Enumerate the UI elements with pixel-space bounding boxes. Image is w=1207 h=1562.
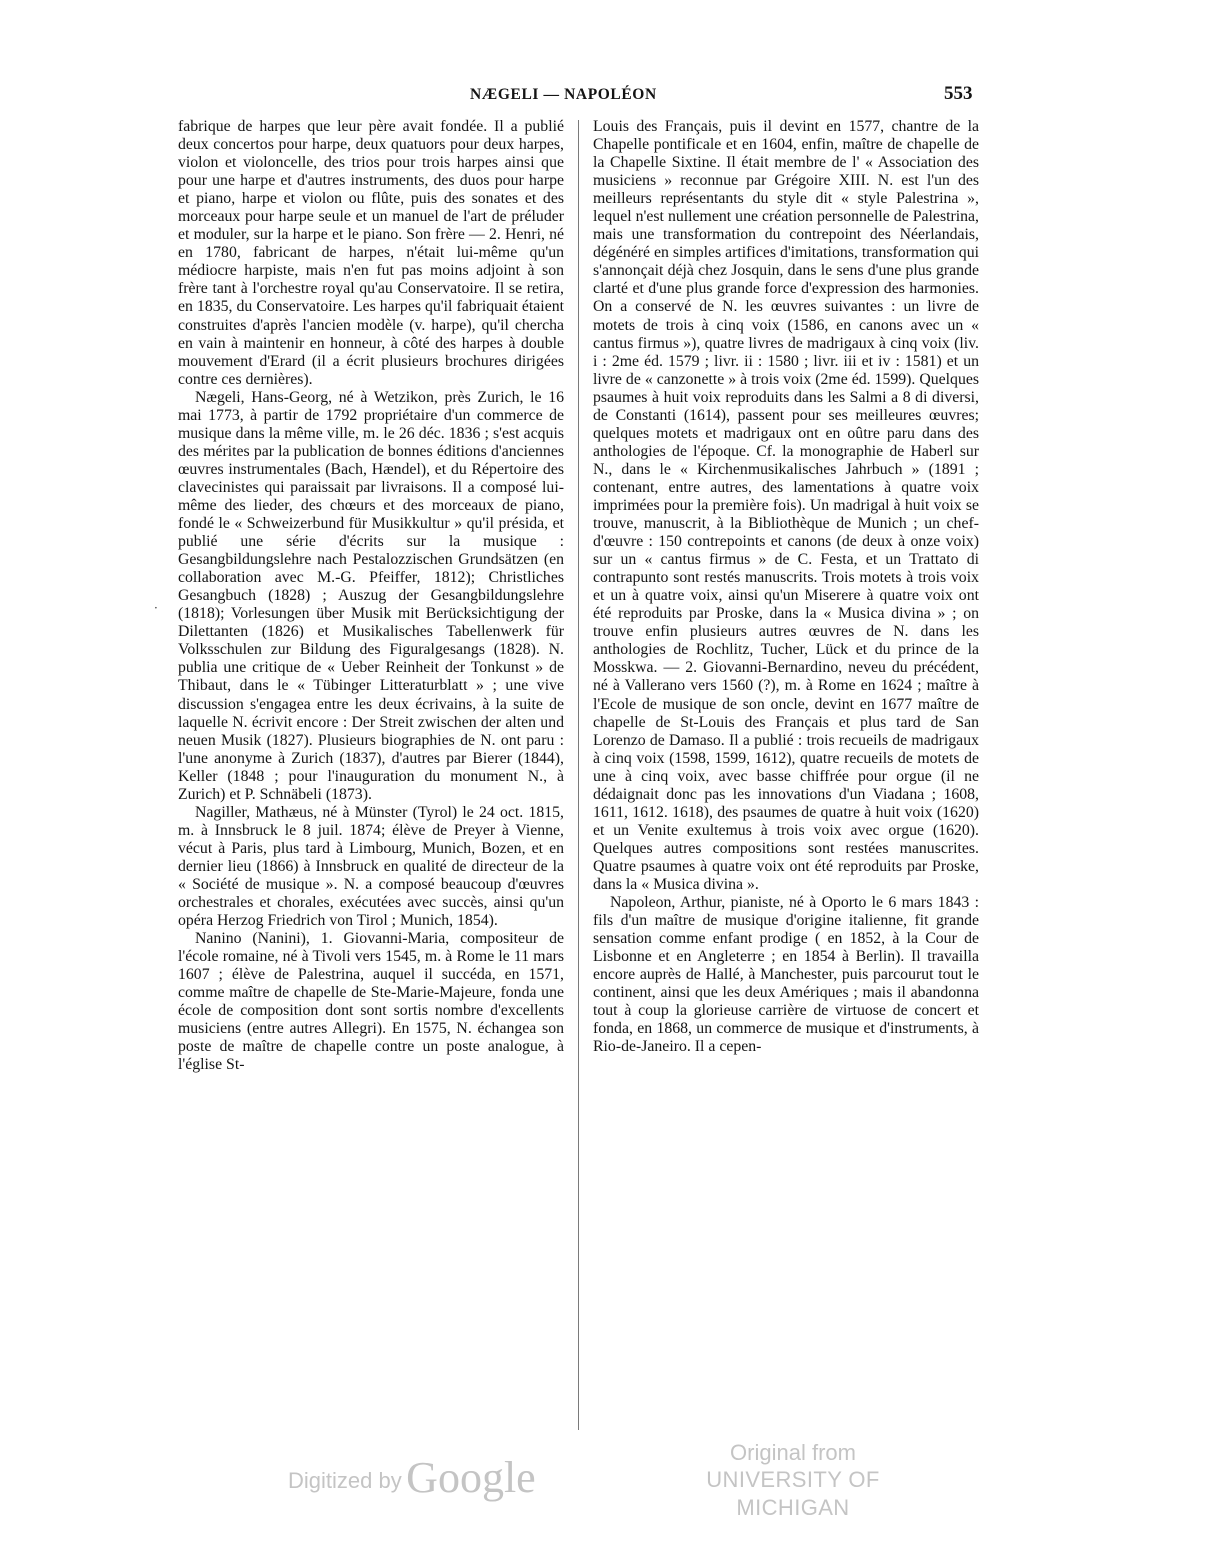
footer-watermark [0,1440,1207,1520]
stray-dot: · [154,601,158,615]
institution-label: UNIVERSITY OF MICHIGAN [706,1467,880,1520]
paragraph-nanino-continuation: Louis des Français, puis il devint en 1577, chantre de la Chapelle pontificale et en 1604, enfin, maître de chapelle de la Chapelle Sixtine. Il était membre de l' « Association des musiciens » reconnue par Grégoire XIII. N. est l'un des meilleurs représentants du style dit « style Palestrina », lequel n'est nullement une création personnelle de Palestrina, mais une transformation du contrepoint des Néerlandais, dégénéré en simples artifices d'imitations, transformation qui s'annonçait déjà chez Josquin, dans le sens d'une plus grande clarté et d'une plus grande force d'expression des harmonies. On a conservé de N. les œuvres suivantes : un livre de motets de trois à cinq voix (1586, en canons avec un « cantus firmus »), quatre livres de madrigaux à cinq voix (liv. i : 2me éd. 1579 ; livr. ii : 1580 ; livr. iii et iv : 1581) et un livre de « canzonette » à trois voix (2me éd. 1599). Quelques psaumes à huit voix reproduits dans les Salmi a 8 di diversi, de Constanti (1614), passent pour ses meilleures œuvres; quelques motets et madrigaux ont en oûtre paru dans des anthologies de l'époque. Cf. la monographie de Haberl sur N., dans le « Kirchenmusikalisches Jahrbuch » (1891 ; contenant, entre autres, des lamentations à quatre voix imprimées pour la première fois). Un madrigal à huit voix se trouve, manuscrit, à la Bibliothèque de Munich ; un chef-d'œuvre : 150 contrepoints et canons (de deux à onze voix) sur un « cantus firmus » de C. Festa, et un Trattato di contrapunto sont restés manuscrits. Trois motets à trois voix et un à quatre voix, ainsi qu'un Miserere à quatre voix ont été reproduits par Proske, dans la « Musica divina » ; on trouve enfin plusieurs autres œuvres de N. dans les anthologies de Rochlitz, Tucher, Lück et du prince de la Mosskwa. — 2. Giovanni-Bernardino, neveu du précédent, né à Vallerano vers 1560 (?), m. à Rome en 1624 ; maître à l'Ecole de musique de son oncle, devint en 1677 maître de chapelle de St-Louis des Français et plus tard de San Lorenzo de Damaso. Il a publié : trois recueils de madrigaux à cinq voix (1598, 1599, 1612), quatre recueils de motets de une à cinq voix, avec basse chiffrée pour orgue (il ne dédaignait donc pas les innovations d'un Viadana ; 1608, 1611, 1612. 1618), des psaumes de quatre à huit voix (1620) et un Venite exultemus à trois voix avec orgue (1620). Quelques autres compositions sont restées manuscrites. Quatre psaumes à quatre voix ont été reproduits par Proske, dans la « Musica divina ». [593,118,979,893]
entry-nanino: Nanino (Nanini), 1. Giovanni-Maria, compositeur de l'école romaine, né à Tivoli vers 1545, m. à Rome le 11 mars 1607 ; élève de Palestrina, auquel il succéda, en 1571, comme maître de chapelle de Ste-Marie-Majeure, fonda une école de composition dont sont sortis nombre d'excellents musiciens (entre autres Allegri). En 1575, N. échangea son poste de maître de chapelle contre un poste analogue, à l'église St- [178,930,564,1074]
digitized-by-label: Digitized by [288,1468,402,1493]
running-title: NÆGELI — NAPOLÉON [470,86,657,103]
running-header [0,83,1207,112]
original-from-label: Original from [730,1440,856,1465]
original-from-watermark [668,1440,918,1522]
right-column [593,118,979,1056]
entry-nagiller: Nagiller, Mathæus, né à Münster (Tyrol) le 24 oct. 1815, m. à Innsbruck le 8 juil. 1874; élève de Preyer à Vienne, vécut à Paris, plus tard à Limbourg, Munich, Bozen, et en dernier lieu (1866) à Innsbruck en qualité de directeur de la « Société de musique ». N. a composé beaucoup d'œuvres orchestrales et chorales, exécutées avec succès, ainsi qu'un opéra Herzog Friedrich von Tirol ; Munich, 1854). [178,803,564,930]
column-divider [578,120,579,1430]
entry-naegeli: Nægeli, Hans-Georg, né à Wetzikon, près Zurich, le 16 mai 1773, à partir de 1792 propriétaire d'un commerce de musique dans la même ville, m. le 26 déc. 1836 ; s'est acquis des mérites par la publication de bonnes éditions d'anciennes œuvres instrumentales (Bach, Hændel), et du Répertoire des clavecinistes qui paraissait par livraisons. Il a composé lui-même des lieder, des chœurs et des morceaux de piano, fondé le « Schweizerbund für Musikkultur » qu'il présida, et publié une série d'écrits sur la musique : Gesangbildungslehre nach Pestalozzischen Grundsätzen (en collaboration avec M.-G. Pfeiffer, 1812); Christliches Gesangbuch (1828) ; Auszug der Gesangbildungslehre (1818); Vorlesungen über Musik mit Berücksichtigung der Dilettanten (1826) et Musikalisches Tabellenwerk für Volksschulen zur Bildung des Figuralgesangs (1828). N. publia une critique de « Ueber Reinheit der Tonkunst » de Thibaut, dans le « Tübinger Litteraturblatt » ; une vive discussion s'engagea entre les deux écrivains, à la suite de laquelle N. écrivit encore : Der Streit zwischen der alten und neuen Musik (1827). Plusieurs biographies de N. ont paru : l'une anonyme à Zurich (1837), d'autres par Bierer (1844), Keller (1848 ; pour l'inauguration du monument N., à Zurich) et P. Schnäbeli (1873). [178,388,564,803]
left-column [178,118,564,1074]
page-number: 553 [944,83,973,104]
entry-napoleon: Napoleon, Arthur, pianiste, né à Oporto le 6 mars 1843 : fils d'un maître de musique d'origine italienne, fit grande sensation comme enfant prodige ( en 1852, à la Cour de Lisbonne et en Angleterre ; en 1854 à Berlin). Il travailla encore auprès de Hallé, à Manchester, puis parcourut tout le continent, ainsi que les deux Amériques ; mais il abandonna tout à coup la glorieuse carrière de virtuose de concert et fonda, en 1868, un commerce de musique et d'instruments, à Rio-de-Janeiro. Il a cepen- [593,894,979,1056]
paragraph-erard-continuation: fabrique de harpes que leur père avait fondée. Il a publié deux concertos pour harpe, deux quatuors pour deux harpes, violon et violoncelle, des trios pour trois harpes ainsi que pour une harpe et d'autres instruments, des duos pour harpe et piano, harpe et violon ou flûte, puis des sonates et des morceaux pour harpe seule et un manuel de l'art de préluder et moduler, sur la harpe et le piano. Son frère — 2. Henri, né en 1780, fabricant de harpes, n'était lui-même qu'un médiocre harpiste, mais n'en fut pas moins adjoint à son frère tant à l'orchestre royal qu'au Conservatoire. Il se retira, en 1835, du Conservatoire. Les harpes qu'il fabriquait étaient construites d'après l'ancien modèle (v. harpe), qu'il chercha en vain à maintenir en honneur, à côté des harpes à double mouvement d'Erard (il a écrit plusieurs brochures dirigées contre ces dernières). [178,118,564,388]
google-logo: Google [406,1453,536,1502]
digitized-by-watermark [288,1452,536,1503]
